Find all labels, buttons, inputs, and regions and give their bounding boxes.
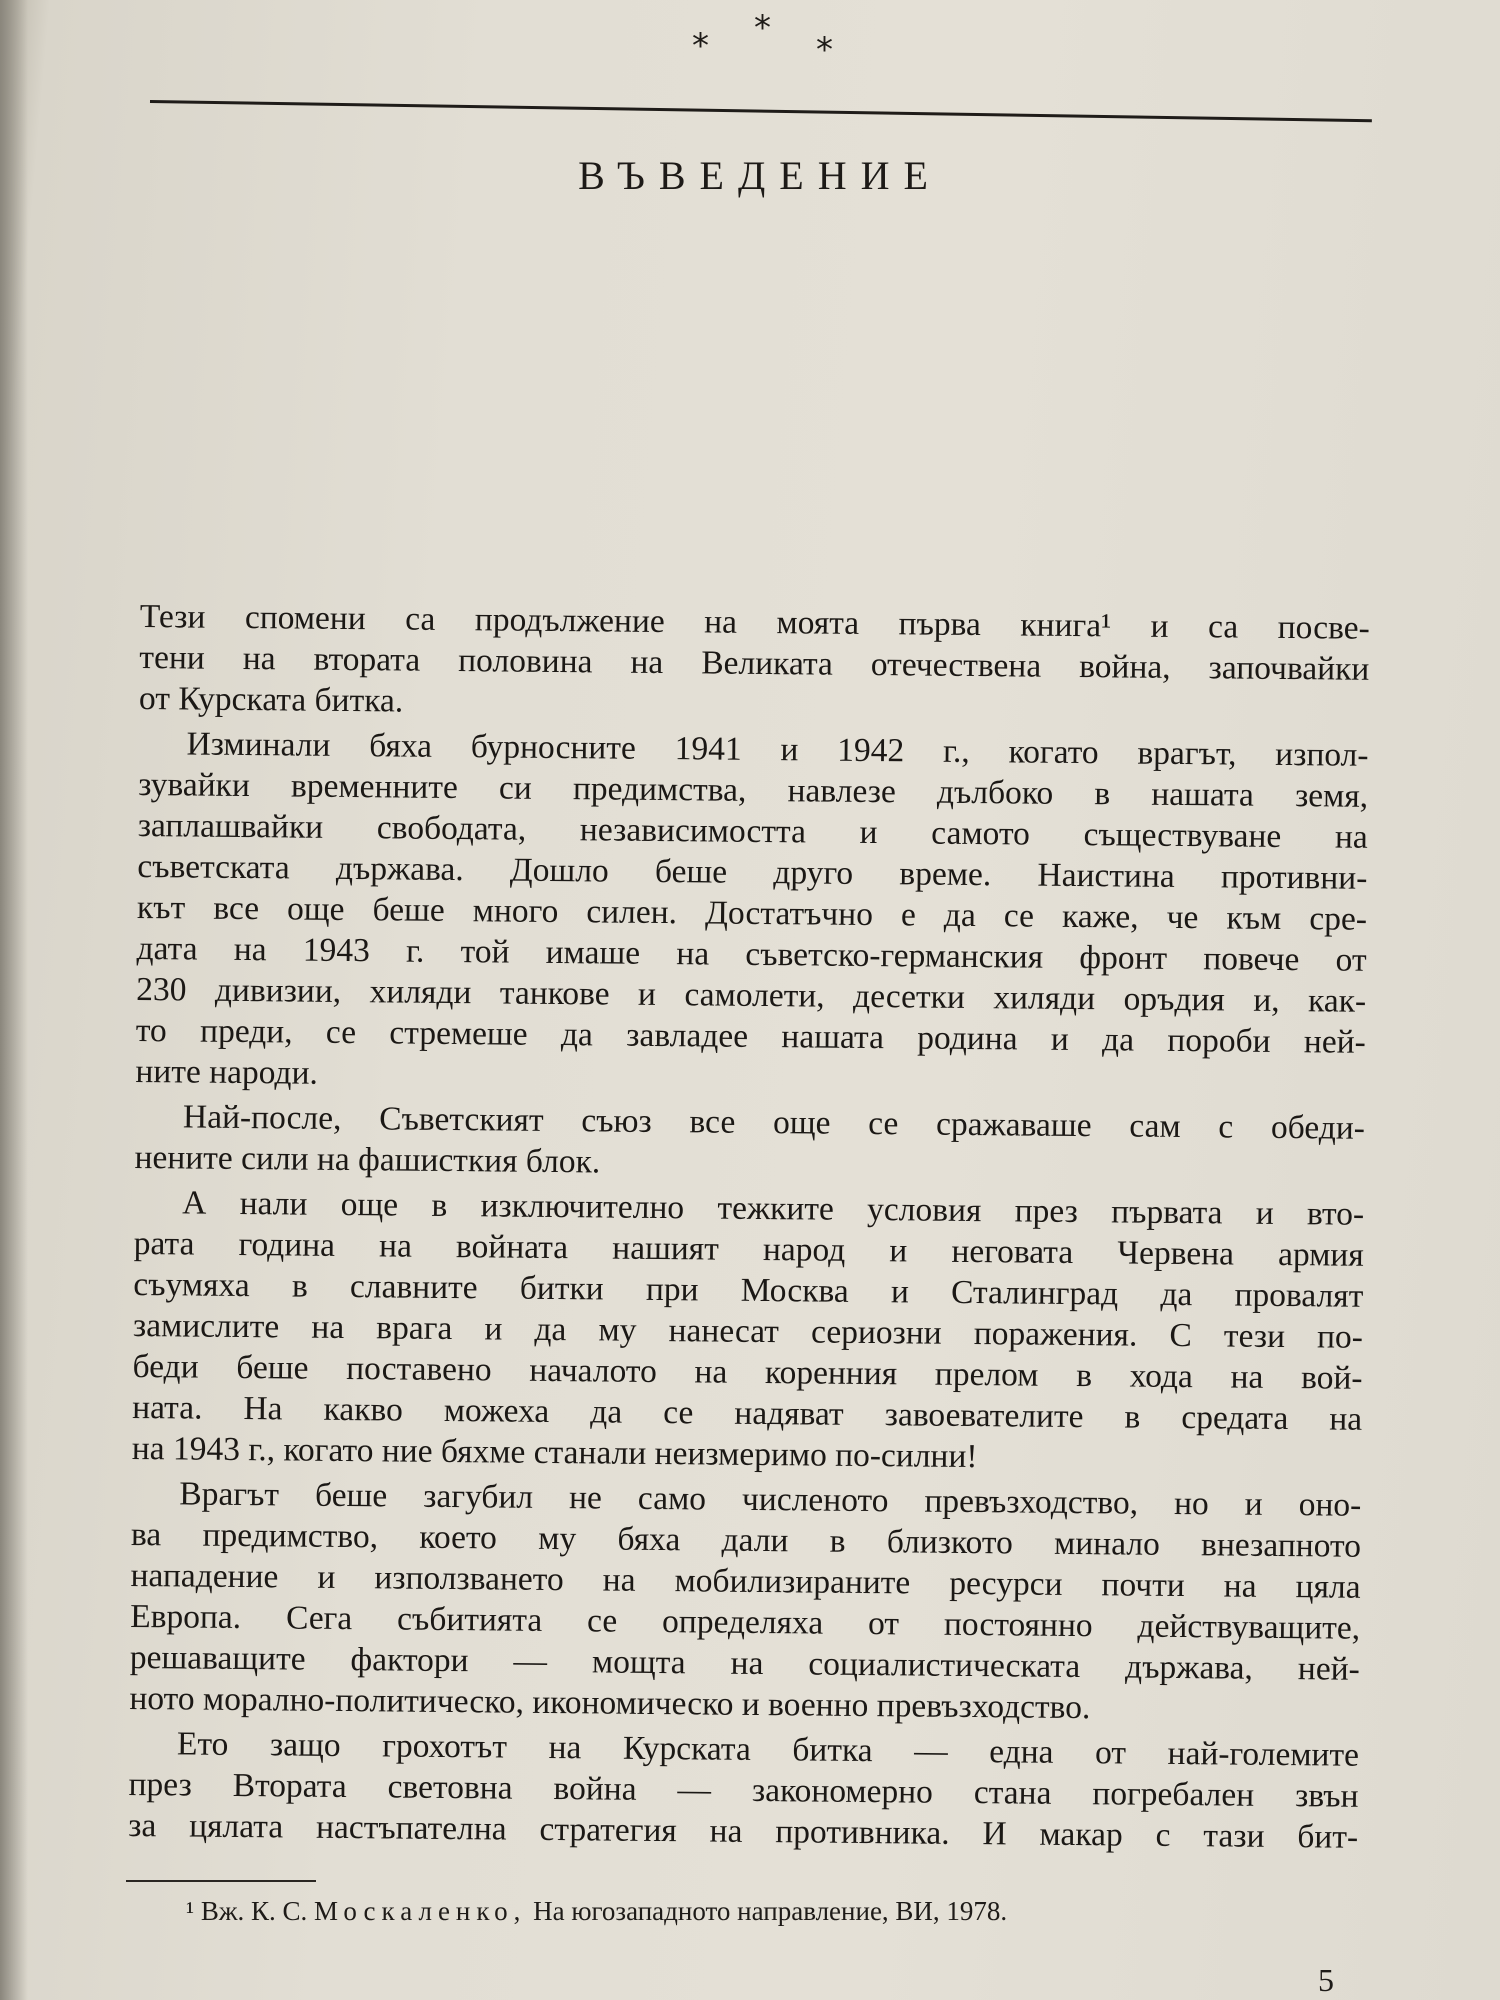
footnote-rule [126,1880,316,1882]
text-line: съветската държава. Дошло беше друго време. Наистина противни- [137,847,1368,897]
text-line: заплашвайки свободата, независимостта и самото съществуване на [137,806,1368,856]
text-line: Ето защо грохотът на Курската битка — една от най-големите [176,1725,1360,1774]
text-line: дата на 1943 г. той имаше на съветско-германския фронт повече от [136,929,1367,979]
chapter-title: ВЪВЕДЕНИЕ [578,153,942,198]
star-right: * [816,30,833,70]
header-rule [150,100,1372,122]
paragraph [134,1096,1365,1190]
text-line: ните народи. [135,1052,319,1092]
footnote-marker: ¹ [186,1896,195,1926]
text-line: за цялата настъпателна стратегия на противника. И макар с тази бит- [128,1806,1359,1856]
text-line: А нали още в изключително тежките условия през първата и вто- [181,1184,1365,1233]
footnote-prefix: Вж. К. С. [200,1896,308,1926]
star-middle: * [754,8,771,48]
star-left: * [692,26,709,66]
text-line: през Втората световна война — закономерно стана погребален звън [128,1765,1359,1815]
text-line: Изминали бяха бурносните 1941 и 1942 г., когато врагът, изпол- [186,725,1369,774]
text-line: Врагът беше загубил не само численото превъзходство, но и оно- [179,1475,1362,1524]
text-line: на 1943 г., когато ние бяхме станали неизмеримо по-силни! [131,1429,978,1476]
text-line: ната. На какво можеха да се надяват завоевателите в средата на [132,1388,1363,1438]
text-line: тени на втората половина на Великата отечествена война, започвайки [139,638,1370,688]
text-line: зувайки временните си предимства, навлезе дълбоко в нашата земя, [138,765,1369,815]
footnote-author: Москаленко, [314,1896,527,1926]
paragraph [139,596,1370,731]
text-line: кът все още беше много силен. Достатъчно е да се каже, че към сре- [136,888,1368,938]
spine-shadow [0,0,28,2000]
page-number: 5 [1318,1962,1334,1998]
text-line: от Курската битка. [138,679,404,720]
text-line: решаващите фактори — мощта на социалистическата държава, ней- [129,1638,1360,1688]
footnote-source: На югозападното направление, ВИ, 1978. [533,1896,1008,1926]
text-line: Най-после, Съветският съюз все още се сражаваше сам с обеди- [182,1098,1366,1147]
text-line: Европа. Сега събитията се определяха от постоянно действуващите, [130,1597,1361,1647]
text-line: ното морално-политическо, икономическо и военно превъзходство. [129,1679,1091,1727]
footnote [186,1896,1346,1927]
text-line: замислите на врага и да му нанесат сериозни поражения. С тези по- [132,1306,1364,1356]
paragraph [129,1473,1361,1731]
text-line: то преди, се стремеше да завладее нашата родина и да пороби ней- [135,1011,1366,1061]
text-line: рата година на войната нашият народ и неговата Червена армия [133,1224,1364,1274]
paragraph [135,723,1368,1104]
text-line: 230 дивизии, хиляди танкове и самолети, десетки хиляди оръдия и, как- [136,970,1367,1020]
text-line: съумяха в славните битки при Москва и Сталинград да провалят [133,1265,1364,1315]
text-line: беди беше поставено началото на коренния прелом в хода на вой- [132,1347,1363,1397]
body-text [128,596,1370,1858]
paragraph [128,1723,1359,1858]
text-line: Тези спомени са продължение на моята първа книга¹ и са посве- [139,597,1370,647]
text-line: ва предимство, което му бяха дали в близкото минало внезапното [130,1515,1362,1565]
ornament-stars [680,8,840,68]
text-line: нените сили на фашисткия блок. [134,1138,601,1181]
text-line: нападение и използването на мобилизираните ресурси почти на цяла [130,1556,1361,1606]
paragraph [132,1182,1365,1481]
